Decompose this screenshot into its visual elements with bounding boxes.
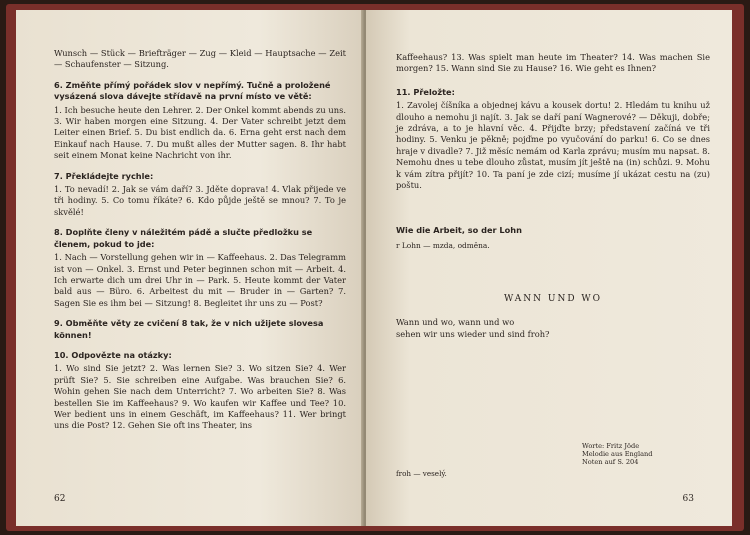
proverb-heading: Wie die Arbeit, so der Lohn	[396, 225, 522, 236]
exercise-6-text: 1. Ich besuche heute den Lehrer. 2. Der Onkel kommt abends zu uns. 3. Wir haben morgen eine Sitzung. 4. Der Vater schreibt jetzt dem Leiter einen Brief. 5. Du bist endlich da. 6. Erna geht erst nach dem Einkauf nach Hause. 7. Du mußt alles der Mutter sagen. 8. Ihr habt seit einem Monat keine Nachricht von ihr.	[54, 104, 346, 161]
exercise-8-text: 1. Nach — Vorstellung gehen wir in — Kaffeehaus. 2. Das Telegramm ist von — Onkel. 3. Ernst und Peter beginnen schon mit — Arbeit. 4. Ich erwarte dich um drei Uhr in — Park. 5. Heute kommt der Vater bald aus — Büro. 6. Arbeitest du mit — Bruder in — Garten? 7. Sagen Sie es ihm bei — Sitzung! 8. Begleitet ihr uns zu — Post?	[54, 252, 346, 308]
exercise-7-title: 7. Překládejte rychle:	[54, 170, 154, 181]
exercise-11-text: 1. Zavolej číšníka a objednej kávu a kousek dortu! 2. Hledám tu knihu už dlouho a nemohu ji najít. 3. Jak se daří paní Wagnerové? — Děkuji, dobře; je zdráva, a to je hlavní věc. 4. Přijďte brzy; představení začíná ve tři hodiny. 5. Venku je pěkně; pojďme po vyučování do parku! 6. Co se dnes hraje v divadle? 7. Již měsíc nemám od Karla zprávu; musím mu napsat. 8. Nemohu dnes u tebe dlouho zůstat, musím jít ještě na (in) schůzi. 9. Mohu k vám zítra přijít? 10. Ta paní je zde cizí; musíme jí ukázat cestu na (zu) poštu.	[396, 100, 710, 191]
proverb-vocab: r Lohn — mzda, odměna.	[396, 241, 490, 251]
footnote: froh — veselý.	[396, 469, 447, 478]
page-number-left: 62	[54, 494, 66, 504]
page-number-right: 63	[682, 494, 694, 504]
exercise-9-title: 9. Obměňte věty ze cvičení 8 tak, že v nich užijete slovesa können!	[54, 318, 324, 340]
credit-melody: Melodie aus England	[582, 450, 653, 458]
credit-notes: Noten auf S. 204	[582, 458, 639, 466]
exercise-11-title: 11. Přeložte:	[396, 86, 455, 97]
song-credits	[582, 442, 653, 466]
exercise-10-title: 10. Odpovězte na otázky:	[54, 349, 172, 360]
song-title: WANN UND WO	[503, 294, 603, 305]
exercise-8-title: 8. Doplňte členy v náležitém pádě a slučte předložku se členem, pokud to jde:	[54, 227, 313, 249]
vocab-list: Wunsch — Stück — Briefträger — Zug — Kleid — Hauptsache — Zeit — Schaufenster — Sitzung.	[54, 48, 346, 70]
song-verse-line-2: sehen wir uns wieder und sind froh?	[396, 329, 550, 340]
book-spread	[6, 4, 744, 531]
exercise-7-text: 1. To nevadí! 2. Jak se vám daří? 3. Jděte dopravа! 4. Vlak přijede ve tři hodiny. 5. Co tomu říkáte? 6. Kdo půjde ještě se mnou? 7. To je skvělé!	[54, 184, 346, 217]
exercise-10-continuation: Kaffeehaus? 13. Was spielt man heute im Theater? 14. Was machen Sie morgen? 15. Wann sind Sie zu Hause? 16. Wie geht es Ihnen?	[396, 52, 710, 74]
exercise-10-text: 1. Wo sind Sie jetzt? 2. Was lernen Sie? 3. Wo sitzen Sie? 4. Wer prüft Sie? 5. Sie schreiben eine Aufgabe. Was brauchen Sie? 6. Wohin gehen Sie nach dem Unterricht? 7. Wo arbeiten Sie? 8. Was bestellen Sie im Kaffeehaus? 9. Wo kaufen wir Kaffee und Tee? 10. Wer bedient uns in einem Geschäft, im Kaffeehaus? 11. Wer bringt uns die Post? 12. Gehen Sie oft ins Theater, ins	[54, 363, 346, 431]
right-page	[366, 10, 732, 526]
left-page	[16, 10, 364, 526]
exercise-6-title: 6. Změňte přímý pořádek slov v nepřímý. Tučně a proložené vysázená slova dávejte střídavě na první místo ve větě:	[54, 79, 331, 102]
credit-words: Worte: Fritz Jöde	[582, 442, 640, 450]
song-verse-line-1: Wann und wo, wann und wo	[396, 317, 515, 328]
